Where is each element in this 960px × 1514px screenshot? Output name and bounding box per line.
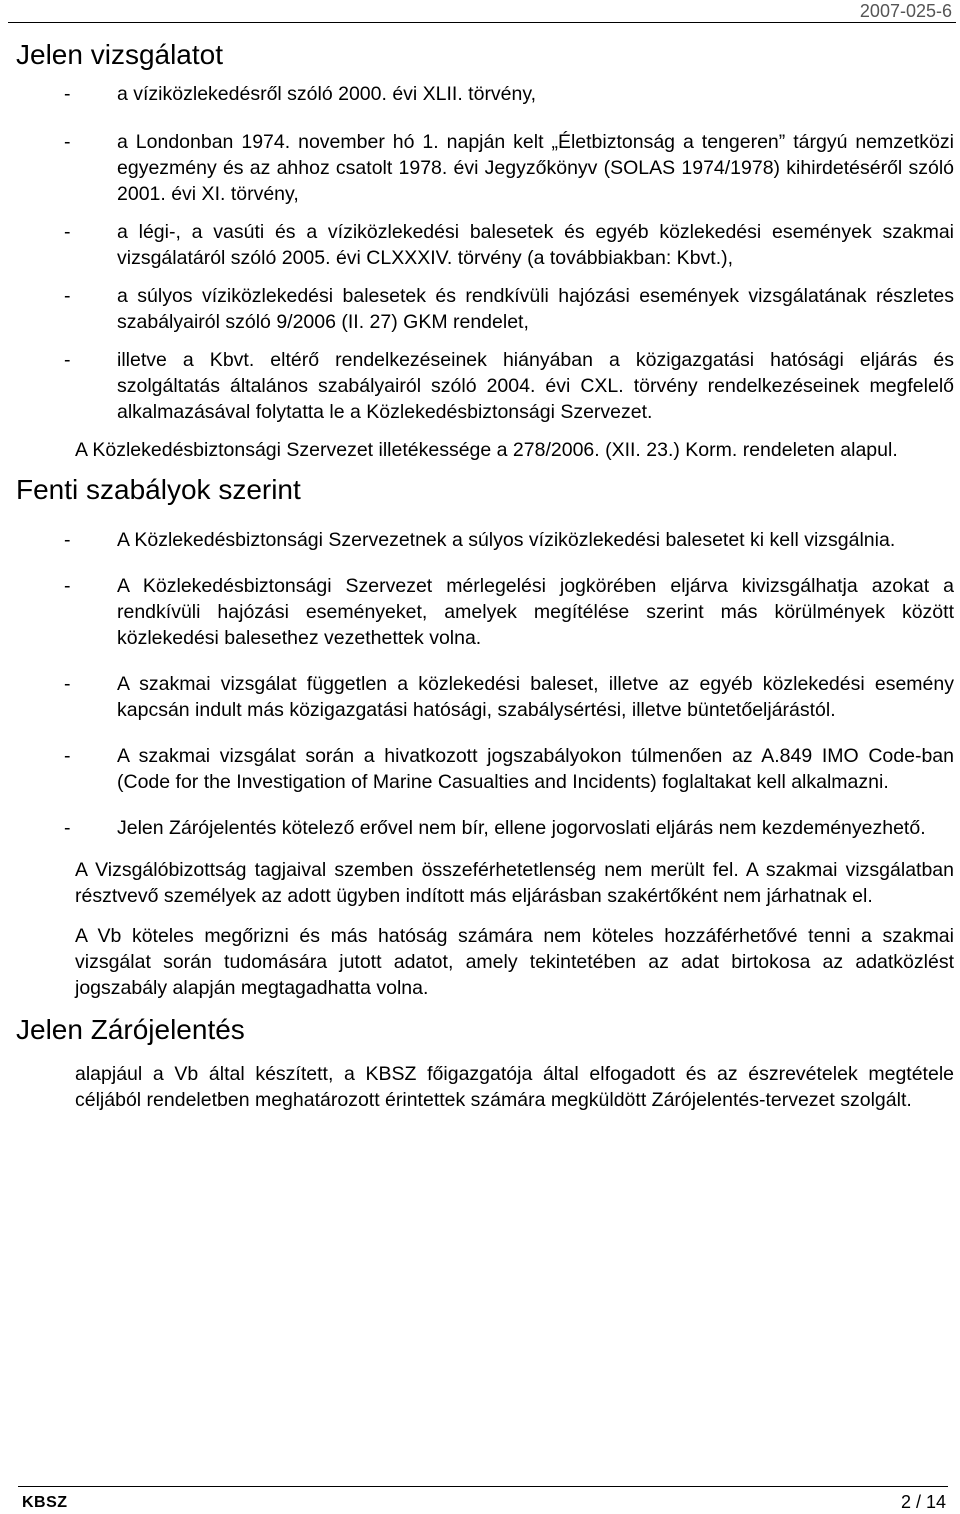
confidentiality-paragraph: A Vb köteles megőrizni és más hatóság számára nem köteles hozzáférhetővé tenni a szakmai vizsgálat során tudomására jutott adatot, amely tekintetében az adat birtokosa az adatközlést jogszabály alapján megtagadhatta volna. <box>75 925 954 999</box>
dash-marker: - <box>64 817 71 839</box>
dash-marker: - <box>64 285 71 307</box>
list-item-text: illetve a Kbvt. eltérő rendelkezéseinek hiányában a közigazgatási hatósági eljárás és szolgáltatás általános szabályairól szóló 2004. évi CXL. törvény rendelkezéseinek megfelelő alkalmazásával folytatta le a Közlekedésbiztonsági Szervezet. <box>117 349 954 423</box>
dash-marker: - <box>64 83 71 105</box>
list-item-text: A Közlekedésbiztonsági Szervezet mérlegelési jogkörében eljárva kivizsgálhatja azokat a rendkívüli hajózási eseményeket, amelyek megítélése szerint más körülmények között közlekedési balesethez vezethettek volna. <box>117 575 954 649</box>
list-item <box>0 743 960 795</box>
dash-marker: - <box>64 575 71 597</box>
list-item <box>0 527 960 553</box>
list-item <box>0 671 960 723</box>
list-item <box>0 815 960 841</box>
list-item-text: A szakmai vizsgálat független a közlekedési baleset, illetve az egyéb közlekedési esemény kapcsán indult más közigazgatási hatósági, szabálysértési, illetve büntetőeljárástól. <box>117 673 954 721</box>
list-item-text: a Londonban 1974. november hó 1. napján kelt „Életbiztonság a tengeren” tárgyú nemzetközi egyezmény és az ahhoz csatolt 1978. évi Jegyzőkönyv (SOLAS 1974/1978) kihirdetéséről szóló 2001. évi XI. törvény, <box>117 131 954 205</box>
page-content <box>0 38 960 1113</box>
report-basis-paragraph: alapjául a Vb által készített, a KBSZ főigazgatója által elfogadott és az észrevételek megtétele céljából rendeletben meghatározott érintettek számára megküldött Zárójelentés-tervezet szolgált. <box>75 1063 954 1111</box>
list-item-text: A Közlekedésbiztonsági Szervezetnek a súlyos víziközlekedési balesetet ki kell vizsgálnia. <box>117 529 896 551</box>
dash-marker: - <box>64 131 71 153</box>
list-item-text: a víziközlekedésről szóló 2000. évi XLII. törvény, <box>117 83 537 105</box>
list-item <box>0 81 960 107</box>
legal-basis-list <box>0 81 960 425</box>
rules-list <box>0 527 960 841</box>
document-id: 2007-025-6 <box>859 1 952 21</box>
jurisdiction-paragraph: A Közlekedésbiztonsági Szervezet illetékessége a 278/2006. (XII. 23.) Korm. rendeleten alapul. <box>75 439 898 461</box>
footer-divider <box>18 1486 948 1487</box>
list-item-text: a súlyos víziközlekedési balesetek és rendkívüli hajózási események vizsgálatának részletes szabályairól szóló 9/2006 (II. 27) GKM rendelet, <box>117 285 954 333</box>
list-item-text: Jelen Zárójelentés kötelező erővel nem bír, ellene jogorvoslati eljárás nem kezdeményezhető. <box>117 817 926 839</box>
list-item-text: A szakmai vizsgálat során a hivatkozott jogszabályokon túlmenően az A.849 IMO Code-ban (Code for the Investigation of Marine Casualties and Incidents) foglaltakat kell alkalmazni. <box>117 745 954 793</box>
section-title-fenti-szabalyok: Fenti szabályok szerint <box>16 474 301 505</box>
dash-marker: - <box>64 745 71 767</box>
dash-marker: - <box>64 349 71 371</box>
header-divider <box>8 22 956 23</box>
section-title-jelen-vizsgalatot: Jelen vizsgálatot <box>16 39 224 70</box>
dash-marker: - <box>64 529 71 551</box>
list-item <box>0 283 960 335</box>
list-item <box>0 129 960 207</box>
conflict-of-interest-paragraph: A Vizsgálóbizottság tagjaival szemben összeférhetetlenség nem merült fel. A szakmai vizsgálatban résztvevő személyek az adott ügyben indított más eljárásban szakértőként nem járhatnak el. <box>75 859 954 907</box>
dash-marker: - <box>64 673 71 695</box>
dash-marker: - <box>64 221 71 243</box>
section-title-jelen-zarojelentes: Jelen Zárójelentés <box>16 1014 245 1045</box>
list-item <box>0 573 960 651</box>
kbsz-logo: KBSZ <box>22 1494 68 1511</box>
list-item <box>0 347 960 425</box>
page-number: 2 / 14 <box>900 1492 946 1512</box>
list-item-text: a légi-, a vasúti és a víziközlekedési balesetek és egyéb közlekedési események szakmai vizsgálatáról szóló 2005. évi CLXXXIV. törvény (a továbbiakban: Kbvt.), <box>117 221 954 269</box>
list-item <box>0 219 960 271</box>
